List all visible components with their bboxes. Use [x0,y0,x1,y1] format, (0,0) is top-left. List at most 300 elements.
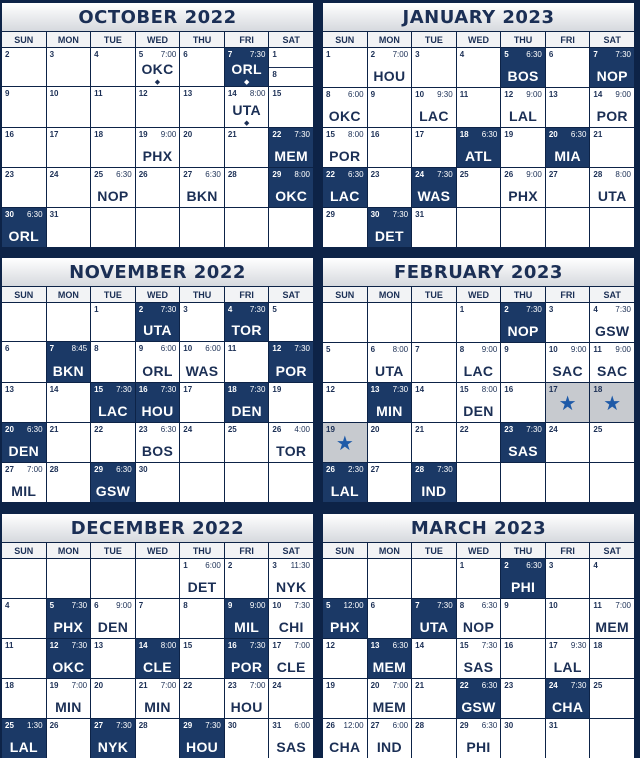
away-game-cell[interactable] [590,303,634,342]
away-game-cell[interactable] [269,639,313,678]
opponent-label: LAC [98,403,128,419]
day-cell [546,719,590,758]
game-time: 6:00 [294,721,310,730]
day-number: 26 [326,465,335,474]
day-number: 5 [504,50,509,59]
day-number: 30 [370,210,380,219]
day-cell [457,48,501,87]
day-number: 28 [415,465,425,474]
month-title: MARCH 2023 [323,514,634,542]
month-title: JANUARY 2023 [323,3,634,31]
game-time: 9:00 [615,345,631,354]
day-number: 11 [593,601,602,610]
away-game-cell[interactable] [269,423,313,462]
day-number: 18 [227,385,237,394]
day-cell [590,679,634,718]
opponent-label: PHX [142,148,173,164]
game-time: 6:00 [347,90,364,99]
day-number: 4 [5,601,10,610]
day-cell [412,719,456,758]
weekday-label: SUN [323,287,367,302]
day-number: 2 [138,305,144,314]
weekday-label: THU [501,287,545,302]
day-number: 26 [272,425,282,434]
home-game-cell[interactable] [269,128,313,167]
weekday-header [2,543,313,558]
day-cell [546,88,590,127]
home-game-cell[interactable] [457,679,501,718]
empty-cell [590,208,634,247]
home-game-cell[interactable] [323,599,367,638]
day-number: 1 [326,50,331,59]
opponent-label: POR [275,363,307,379]
home-game-cell[interactable] [225,639,269,678]
weekday-label: FRI [225,32,269,47]
home-game-cell[interactable] [91,463,135,502]
diamond-icon: ◆ [243,120,250,127]
split-bottom [269,67,313,87]
day-cell [323,383,367,422]
opponent-label: OKC [275,188,308,204]
day-number: 7 [227,50,233,59]
day-cell [269,383,313,422]
day-cell [412,343,456,382]
month-block [323,514,634,754]
day-number: 16 [504,385,514,394]
day-number: 26 [138,170,148,179]
day-number: 11 [227,344,237,353]
weekday-label: THU [180,287,224,302]
away-game-cell[interactable] [590,599,634,638]
home-game-cell[interactable] [225,303,269,341]
day-number: 11 [459,90,469,99]
home-game-cell[interactable] [323,168,367,207]
opponent-label: DEN [97,619,129,635]
day-cell [501,383,545,422]
home-game-cell[interactable] [136,303,180,341]
day-number: 6 [94,601,99,610]
away-game-cell[interactable] [91,599,135,638]
game-time: 6:30 [26,425,43,434]
empty-cell [2,303,46,341]
day-cell [501,128,545,167]
opponent-label: CLE [143,659,172,675]
away-game-cell[interactable] [269,559,313,598]
away-game-cell[interactable] [368,719,412,758]
day-number: 16 [5,130,14,139]
day-number: 7 [593,50,598,59]
game-time: 6:30 [481,130,498,139]
weekday-label: FRI [225,287,269,302]
empty-cell [91,559,135,598]
day-cell [501,599,545,638]
day-number: 8 [459,601,465,610]
day-number: 28 [415,721,425,730]
away-game-cell[interactable] [501,88,545,127]
day-cell [412,423,456,462]
away-game-cell[interactable] [323,128,367,167]
away-game-cell[interactable] [225,679,269,718]
day-cell [225,342,269,382]
day-cell [225,719,269,758]
opponent-label: POR [329,148,361,164]
day-number: 11 [593,345,602,354]
empty-cell [47,559,91,598]
game-time: 7:30 [294,344,310,353]
away-game-cell[interactable] [180,342,224,382]
empty-cell [47,303,91,341]
home-game-cell[interactable] [546,679,590,718]
day-cell [136,168,180,207]
away-game-cell[interactable] [180,168,224,207]
weekday-label: SAT [590,32,634,47]
weekday-header [2,32,313,47]
away-game-cell[interactable] [368,343,412,382]
opponent-label: UTA [419,619,449,635]
home-game-cell[interactable] [180,719,224,758]
day-cell [590,423,634,462]
opponent-label: UTA [375,363,404,379]
day-number: 29 [272,170,282,179]
day-number: 21 [593,130,603,139]
game-time: 6:00 [392,721,409,730]
game-time: 8:00 [347,130,364,139]
day-number: 31 [548,721,558,730]
day-number: 18 [94,130,104,139]
month-block [2,3,313,243]
game-time: 7:30 [526,425,542,434]
day-number: 19 [272,385,282,394]
weekday-label: TUE [412,287,456,302]
empty-cell [180,463,224,502]
day-number: 10 [183,344,193,353]
day-number: 13 [370,641,380,650]
game-time: 6:00 [205,344,221,353]
away-game-cell[interactable] [136,128,180,167]
day-number: 20 [94,681,104,690]
day-number: 20 [548,130,558,139]
day-cell [546,168,590,207]
away-game-cell[interactable] [457,639,501,678]
day-number: 22 [326,170,335,179]
away-game-cell[interactable] [457,343,501,382]
day-number: 22 [459,425,469,434]
away-game-cell[interactable] [269,719,313,758]
away-game-cell[interactable] [457,719,501,758]
day-cell [368,88,412,127]
day-cell [225,168,269,207]
away-game-cell[interactable] [47,679,91,718]
day-number: 2 [370,50,376,59]
day-cell [590,128,634,167]
opponent-label: PHX [53,619,84,635]
day-number: 12 [326,385,335,394]
opponent-label: DET [187,579,217,595]
day-number: 13 [5,385,14,394]
game-time: 6:30 [347,170,364,179]
day-cell [180,87,224,127]
opponent-label: NYK [275,579,307,595]
home-game-cell[interactable] [91,719,135,758]
game-time: 9:00 [160,130,177,139]
empty-cell [225,463,269,502]
opponent-label: ORL [231,61,262,77]
empty-cell [412,303,456,342]
day-number: 19 [326,681,335,690]
day-number: 12 [49,641,59,650]
game-time: 7:30 [205,721,221,730]
away-game-cell[interactable] [180,559,224,598]
opponent-label: ORL [8,228,39,244]
day-number: 13 [94,641,104,650]
day-cell [368,128,412,167]
day-cell [457,88,501,127]
opponent-label: UTA [143,322,172,338]
away-game-cell[interactable] [136,342,180,382]
day-number: 25 [227,425,237,434]
day-number: 14 [227,89,237,98]
day-number: 4 [227,305,233,314]
opponent-label: IND [376,739,402,755]
day-cell [269,87,313,127]
day-number: 10 [548,601,558,610]
day-cell [91,128,135,167]
day-number: 24 [272,681,282,690]
opponent-label: ATL [464,148,493,164]
diamond-icon: ◆ [243,79,250,86]
diamond-icon: ◆ [154,79,161,86]
home-game-cell[interactable] [269,342,313,382]
opponent-label: HOU [186,739,219,755]
home-game-cell[interactable] [136,383,180,422]
empty-cell [457,463,501,502]
weekday-label: FRI [546,32,590,47]
away-game-cell[interactable] [136,679,180,718]
day-number: 27 [370,465,380,474]
day-number: 17 [548,641,558,650]
weekday-label: TUE [91,543,135,558]
game-time: 7:30 [249,641,266,650]
opponent-label: HOU [230,699,263,715]
home-game-cell[interactable] [136,639,180,678]
day-number: 5 [326,601,331,610]
game-time: 7:30 [116,385,132,394]
away-game-cell[interactable] [590,88,634,127]
home-game-cell[interactable] [412,599,456,638]
day-cell [91,48,135,86]
day-number: 9 [5,89,10,98]
home-game-cell[interactable] [412,463,456,502]
day-number: 2 [504,561,509,570]
home-game-cell[interactable] [2,719,46,758]
day-number: 22 [94,425,104,434]
weekday-label: MON [47,287,91,302]
day-cell [180,423,224,462]
day-cell [47,208,91,247]
day-number: 8 [272,69,277,79]
day-number: 15 [183,641,193,650]
weekday-label: WED [136,287,180,302]
game-time: 9:30 [437,90,453,99]
home-game-cell[interactable] [368,639,412,678]
game-time: 8:00 [294,170,310,179]
away-game-cell[interactable] [2,463,46,502]
day-number: 23 [138,425,148,434]
game-time: 8:45 [71,344,88,353]
day-cell [457,168,501,207]
empty-cell [323,559,367,598]
away-game-cell[interactable] [368,48,412,87]
day-cell [225,128,269,167]
opponent-label: PHX [508,188,538,204]
day-number: 3 [415,50,420,59]
home-game-cell[interactable] [47,599,91,638]
opponent-label: PHI [510,579,536,595]
weekday-label: SUN [323,32,367,47]
away-game-cell[interactable] [501,168,545,207]
day-number: 18 [593,385,603,394]
day-number: 17 [415,130,425,139]
game-time: 6:00 [205,561,221,570]
empty-cell [368,559,412,598]
away-game-cell[interactable] [136,423,180,462]
weekday-label: SUN [2,32,46,47]
day-number: 28 [227,170,237,179]
day-cell [47,423,91,462]
day-cell [323,679,367,718]
home-game-cell[interactable] [501,423,545,462]
away-game-cell[interactable] [412,88,456,127]
home-game-cell[interactable] [91,383,135,422]
day-cell [323,48,367,87]
home-game-cell[interactable] [47,639,91,678]
game-time: 6:00 [160,344,177,353]
home-game-cell[interactable] [501,48,545,87]
game-time: 7:30 [570,681,587,690]
home-game-cell[interactable] [368,208,412,247]
weekday-label: THU [180,32,224,47]
home-game-cell[interactable] [590,48,634,87]
home-game-cell[interactable] [501,303,545,342]
away-game-cell[interactable] [546,343,590,382]
home-game-cell[interactable] [225,599,269,638]
weekday-label: TUE [91,32,135,47]
day-number: 1 [272,50,277,59]
game-time: 7:30 [160,385,177,394]
away-game-cell[interactable] [590,168,634,207]
day-cell [501,639,545,678]
game-time: 7:30 [392,385,409,394]
home-game-cell[interactable] [412,168,456,207]
away-game-cell[interactable] [91,168,135,207]
game-time: 7:30 [526,305,542,314]
empty-cell [136,208,180,247]
day-cell [91,639,135,678]
day-cell [368,423,412,462]
day-number: 11 [94,89,103,98]
opponent-label: MIL [234,619,260,635]
weekday-label: WED [136,543,180,558]
opponent-label: OKC [141,61,174,77]
day-number: 10 [49,89,59,98]
game-time: 7:00 [71,681,88,690]
home-game-cell[interactable] [2,208,46,247]
away-game-cell[interactable] [368,679,412,718]
home-game-cell[interactable] [368,383,412,422]
home-game-cell[interactable] [47,342,91,382]
day-cell [269,48,313,86]
away-game-cell[interactable] [269,599,313,638]
home-game-cell[interactable] [457,128,501,167]
day-number: 24 [183,425,193,434]
game-time: 8:00 [481,385,498,394]
day-number: 22 [183,681,193,690]
game-time: 7:30 [249,50,266,59]
weekday-label: SAT [269,543,313,558]
away-game-cell[interactable] [136,48,180,86]
opponent-label: DET [374,228,404,244]
home-game-cell[interactable] [546,128,590,167]
game-time: 7:30 [437,170,453,179]
home-game-cell[interactable] [2,423,46,462]
day-number: 5 [326,345,331,354]
day-number: 15 [326,130,335,139]
empty-cell [546,208,590,247]
opponent-label: LAC [329,188,360,204]
away-game-cell[interactable] [225,87,269,127]
empty-cell [225,208,269,247]
day-number: 24 [49,170,59,179]
home-game-cell[interactable] [225,48,269,86]
day-number: 25 [459,170,469,179]
home-game-cell[interactable] [225,383,269,422]
game-time: 6:30 [481,721,498,730]
day-cell [180,48,224,86]
day-cell [2,342,46,382]
day-number: 15 [459,641,469,650]
opponent-label: LAL [509,108,538,124]
away-game-cell[interactable] [546,639,590,678]
away-game-cell[interactable] [590,343,634,382]
month-block [2,258,313,498]
day-cell [368,463,412,502]
game-time: 6:30 [526,50,542,59]
weekday-label: FRI [225,543,269,558]
day-number: 8 [326,90,331,99]
day-number: 23 [227,681,237,690]
weekday-label: SUN [2,287,46,302]
day-number: 28 [49,465,59,474]
weekday-label: WED [457,543,501,558]
opponent-label: POR [231,659,263,675]
away-game-cell[interactable] [457,599,501,638]
day-number: 12 [272,344,282,353]
away-game-cell[interactable] [323,719,367,758]
away-game-cell[interactable] [457,383,501,422]
day-number: 29 [94,465,104,474]
home-game-cell[interactable] [323,463,367,502]
home-game-cell[interactable] [269,168,313,207]
empty-cell [91,208,135,247]
opponent-label: MIN [144,699,171,715]
home-game-cell[interactable] [501,559,545,598]
day-number: 26 [49,721,59,730]
day-number: 10 [272,601,282,610]
empty-cell [590,719,634,758]
day-number: 4 [593,305,598,314]
day-cell [590,559,634,598]
away-game-cell[interactable] [323,88,367,127]
